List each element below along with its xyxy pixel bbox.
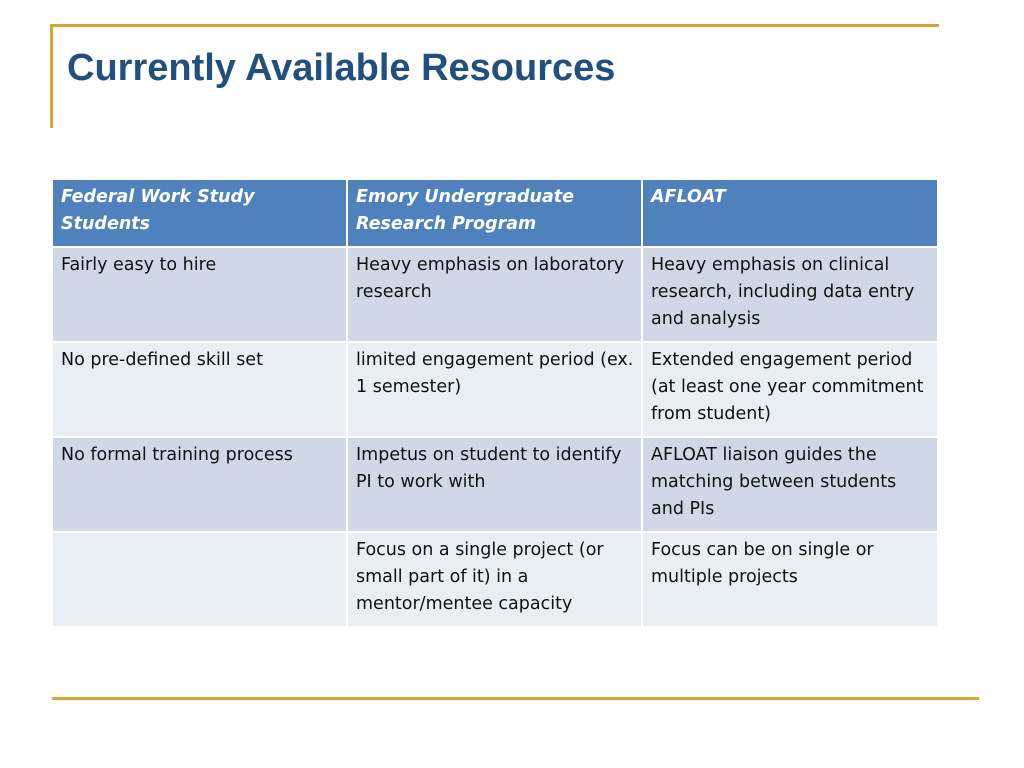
table-row bbox=[52, 532, 938, 627]
table-cell: Heavy emphasis on laboratory research bbox=[347, 247, 642, 342]
header-federal-work-study: Federal Work Study Students bbox=[52, 179, 347, 247]
table-cell: Heavy emphasis on clinical research, including data entry and analysis bbox=[642, 247, 938, 342]
table-cell: No formal training process bbox=[52, 437, 347, 532]
table-cell: Impetus on student to identify PI to work with bbox=[347, 437, 642, 532]
bottom-accent-line bbox=[52, 697, 979, 700]
table-cell: limited engagement period (ex. 1 semester) bbox=[347, 342, 642, 437]
top-accent-line bbox=[50, 24, 939, 27]
table-cell: Focus can be on single or multiple projects bbox=[642, 532, 938, 627]
table-cell: Extended engagement period (at least one year commitment from student) bbox=[642, 342, 938, 437]
table-row bbox=[52, 247, 938, 342]
table-cell-empty bbox=[52, 532, 347, 627]
header-afloat: AFLOAT bbox=[642, 179, 938, 247]
table-row bbox=[52, 342, 938, 437]
table-header-row bbox=[52, 179, 938, 247]
table-cell: No pre-defined skill set bbox=[52, 342, 347, 437]
header-emory-undergraduate-research: Emory Undergraduate Research Program bbox=[347, 179, 642, 247]
table-cell: Fairly easy to hire bbox=[52, 247, 347, 342]
slide-title: Currently Available Resources bbox=[67, 47, 616, 89]
resources-comparison-table bbox=[51, 178, 939, 628]
left-accent-line bbox=[50, 24, 53, 128]
table-row bbox=[52, 437, 938, 532]
table-cell: AFLOAT liaison guides the matching between students and PIs bbox=[642, 437, 938, 532]
table-cell: Focus on a single project (or small part of it) in a mentor/mentee capacity bbox=[347, 532, 642, 627]
